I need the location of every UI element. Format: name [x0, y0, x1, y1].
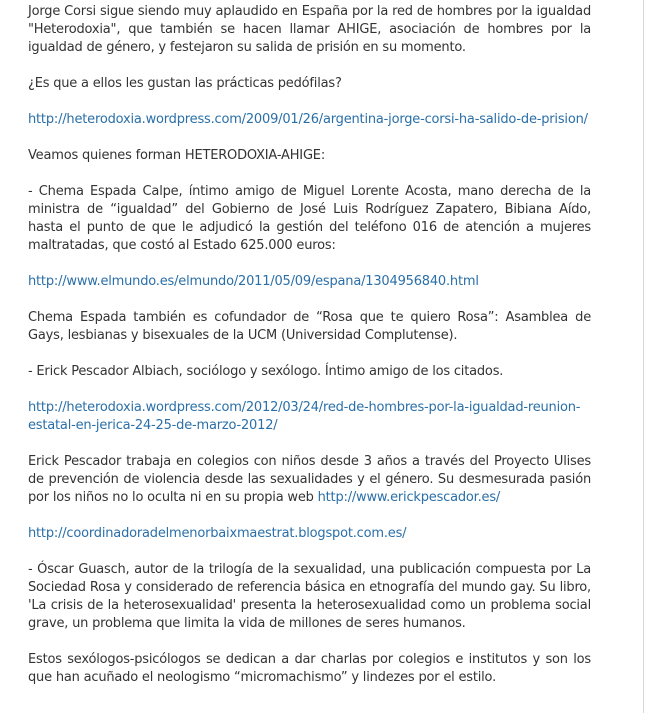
- paragraph-link-coordinadora: [28, 525, 591, 543]
- right-border-divider: [643, 0, 644, 713]
- paragraph-oscar-guasch: - Óscar Guasch, autor de la trilogía de la sexualidad, una publicación compuesta por La Sociedad Rosa y considerado de referencia básica en etnografía del mundo gay. Su libro, 'La crisis de la heterosexualidad' presenta la heterosexualidad como un problema social grave, un problema que limita la vida de millones de seres humanos.: [28, 562, 591, 631]
- paragraph-corsi: Jorge Corsi sigue siendo muy aplaudido en España por la red de hombres por la igualdad "Heterodoxia", que también se hacen llamar AHIGE, asociación de hombres por la igualdad de género, y festejaron su salida de prisión en su momento.: [28, 4, 591, 55]
- link-heterodoxia-2009[interactable]: http://heterodoxia.wordpress.com/2009/01/26/argentina-jorge-corsi-ha-salido-de-prision/: [28, 112, 588, 127]
- paragraph-link-elmundo: [28, 273, 591, 291]
- link-elmundo[interactable]: http://www.elmundo.es/elmundo/2011/05/09/espana/1304956840.html: [28, 274, 479, 289]
- paragraph-question: ¿Es que a ellos les gustan las prácticas pedófilas?: [28, 76, 342, 91]
- link-coordinadora[interactable]: http://coordinadoradelmenorbaixmaestrat.blogspot.com.es/: [28, 526, 407, 541]
- link-heterodoxia-2012[interactable]: http://heterodoxia.wordpress.com/2012/03/24/red-de-hombres-por-la-igualdad-reunion-estatal-en-jerica-24-25-de-marzo-2012/: [28, 400, 581, 433]
- paragraph-ulises: [28, 453, 591, 507]
- post-body: [28, 0, 591, 705]
- paragraph-sexologos: Estos sexólogos-psicólogos se dedican a dar charlas por colegios e institutos y son los que han acuñado el neologismo “micromachismo” y lindezes por el estilo.: [28, 652, 591, 685]
- paragraph-ulises-text: Erick Pescador trabaja en colegios con niños desde 3 años a través del Proyecto Ulises de prevención de violencia desde las sexualidades y el género. Su desmesurada pasión por los niños no lo oculta ni en su propia web: [28, 454, 591, 505]
- paragraph-rosa: Chema Espada también es cofundador de “Rosa que te quiero Rosa”: Asamblea de Gays, lesbianas y bisexuales de la UCM (Universidad Complutense).: [28, 310, 591, 343]
- paragraph-intro-members: Veamos quienes forman HETERODOXIA-AHIGE:: [28, 148, 326, 163]
- paragraph-chema-espada: - Chema Espada Calpe, íntimo amigo de Miguel Lorente Acosta, mano derecha de la ministra de “igualdad” del Gobierno de José Luis Rodríguez Zapatero, Bibiana Aído, hasta el punto de que le adjudicó la gestión del teléfono 016 de atención a mujeres maltratadas, que costó al Estado 625.000 euros:: [28, 184, 591, 253]
- paragraph-erick-pescador: - Erick Pescador Albiach, sociólogo y sexólogo. Íntimo amigo de los citados.: [28, 364, 504, 379]
- link-erickpescador[interactable]: http://www.erickpescador.es/: [317, 490, 501, 505]
- paragraph-link-heterodoxia-2012: [28, 399, 591, 435]
- paragraph-link-heterodoxia-2009: [28, 111, 591, 129]
